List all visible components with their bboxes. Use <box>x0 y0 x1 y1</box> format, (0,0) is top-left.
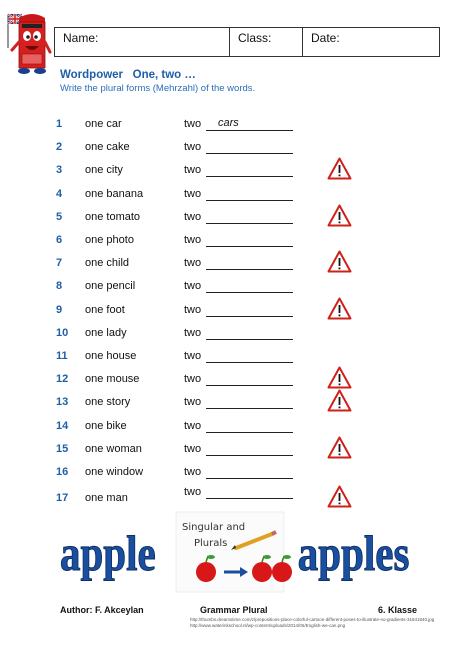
banner-caption-line1: Singular and <box>182 522 246 533</box>
answer-blank[interactable] <box>206 130 293 131</box>
answer-blank[interactable] <box>206 455 293 456</box>
two-label: two <box>184 396 202 409</box>
item-number: 11 <box>56 350 68 362</box>
phone-box-mascot-icon <box>4 8 52 80</box>
item-number: 7 <box>56 257 63 270</box>
exercise-row <box>0 141 474 161</box>
item-number: 1 <box>56 118 63 130</box>
singular-word: one house <box>85 350 137 362</box>
two-label: two <box>184 141 202 154</box>
two-label: two <box>184 280 202 293</box>
answer-blank[interactable] <box>206 316 293 317</box>
exercise-row <box>0 304 474 324</box>
singular-word: one window <box>85 466 144 478</box>
warning-icon <box>327 250 352 273</box>
two-label: two <box>184 442 202 455</box>
footer-class: 6. Klasse <box>378 605 418 615</box>
item-number: 3 <box>56 164 63 177</box>
answer-blank[interactable] <box>206 498 293 499</box>
singular-word: one man <box>85 492 128 505</box>
item-number: 9 <box>56 303 63 316</box>
answer-blank[interactable] <box>206 176 293 177</box>
name-field[interactable] <box>55 28 230 56</box>
singular-word: one woman <box>85 442 142 455</box>
singular-word: one bike <box>85 419 127 432</box>
answer-blank[interactable] <box>206 478 293 479</box>
singular-word: one child <box>85 257 130 270</box>
banner-right-word: apples <box>297 525 410 581</box>
warning-icon <box>327 436 352 459</box>
date-label: Date: <box>311 31 340 45</box>
singular-word: one car <box>85 118 122 130</box>
footer-url-2[interactable]: http://www.waterinkschool.nl/wp-content/uploads/2014/06/English-we-can.png <box>190 623 346 628</box>
answer-blank[interactable] <box>206 362 293 363</box>
date-field[interactable] <box>303 28 439 56</box>
two-label: two <box>184 234 202 246</box>
item-number: 13 <box>56 396 69 409</box>
item-number: 6 <box>56 234 63 246</box>
name-label: Name: <box>63 31 99 45</box>
answer-text: cars <box>218 117 239 129</box>
singular-word: one banana <box>85 187 144 200</box>
answer-blank[interactable] <box>206 153 293 154</box>
two-label: two <box>184 303 202 316</box>
answer-blank[interactable] <box>206 269 293 270</box>
warning-icon <box>327 389 352 412</box>
two-label: two <box>184 486 202 499</box>
exercise-row <box>0 486 474 512</box>
footer-author: Author: F. Akceylan <box>60 605 144 615</box>
two-label: two <box>184 373 202 386</box>
exercise-row <box>0 211 474 231</box>
exercise-row <box>0 164 474 184</box>
banner-left-word: apple <box>60 525 156 581</box>
singular-word: one story <box>85 396 131 409</box>
singular-word: one mouse <box>85 373 140 386</box>
singular-word: one tomato <box>85 210 141 223</box>
singular-word: one city <box>85 164 123 177</box>
banner-caption-line2: Plurals <box>194 538 228 549</box>
instruction-text: Write the plural forms (Mehrzahl) of the words. <box>60 83 256 94</box>
exercise-row <box>0 188 474 208</box>
two-label: two <box>184 466 202 478</box>
footer-topic: Grammar Plural <box>200 605 268 615</box>
footer-url-1[interactable]: http://thumbs.dreamstime.com/z/prepositions-place-colorful-cartoon-different-poses-to-illustrate-no-gradients-31841840.jpg <box>190 617 435 622</box>
two-label: two <box>184 118 202 130</box>
singular-word: one photo <box>85 234 134 246</box>
exercise-row <box>0 327 474 347</box>
item-number: 4 <box>56 187 63 200</box>
singular-word: one foot <box>85 303 125 316</box>
class-label: Class: <box>238 31 272 45</box>
answer-blank[interactable] <box>206 339 293 340</box>
warning-icon <box>327 366 352 389</box>
exercise-row <box>0 118 474 138</box>
item-number: 2 <box>56 141 63 154</box>
two-label: two <box>184 164 202 177</box>
exercise-row <box>0 396 474 416</box>
exercise-row <box>0 420 474 440</box>
item-number: 8 <box>56 280 63 293</box>
answer-blank[interactable] <box>206 385 293 386</box>
worksheet-title: Wordpower One, two … <box>60 69 196 81</box>
warning-icon <box>327 485 352 508</box>
answer-blank[interactable] <box>206 408 293 409</box>
answer-blank[interactable] <box>206 223 293 224</box>
warning-icon <box>327 204 352 227</box>
two-label: two <box>184 350 202 362</box>
singular-word: one lady <box>85 326 127 339</box>
two-label: two <box>184 419 202 432</box>
singular-word: one pencil <box>85 280 136 293</box>
warning-icon <box>327 297 352 320</box>
exercise-row <box>0 443 474 463</box>
item-number: 16 <box>56 466 69 478</box>
student-info-box <box>54 27 440 57</box>
item-number: 12 <box>56 373 69 386</box>
exercise-row <box>0 257 474 277</box>
two-label: two <box>184 257 202 270</box>
item-number: 10 <box>56 326 69 339</box>
warning-icon <box>327 157 352 180</box>
singular-word: one cake <box>85 141 130 154</box>
answer-blank[interactable] <box>206 432 293 433</box>
exercise-row <box>0 280 474 300</box>
item-number: 5 <box>56 210 63 223</box>
answer-blank[interactable] <box>206 246 293 247</box>
item-number: 17 <box>56 492 69 505</box>
item-number: 15 <box>56 442 69 455</box>
two-label: two <box>184 326 202 339</box>
item-number: 14 <box>56 419 69 432</box>
answer-blank[interactable] <box>206 292 293 293</box>
singular-plural-banner <box>60 512 410 592</box>
two-label: two <box>184 210 202 223</box>
exercise-row <box>0 466 474 486</box>
exercise-row <box>0 234 474 254</box>
exercise-row <box>0 373 474 393</box>
answer-blank[interactable] <box>206 200 293 201</box>
exercise-row <box>0 350 474 370</box>
class-field[interactable] <box>230 28 303 56</box>
two-label: two <box>184 187 202 200</box>
